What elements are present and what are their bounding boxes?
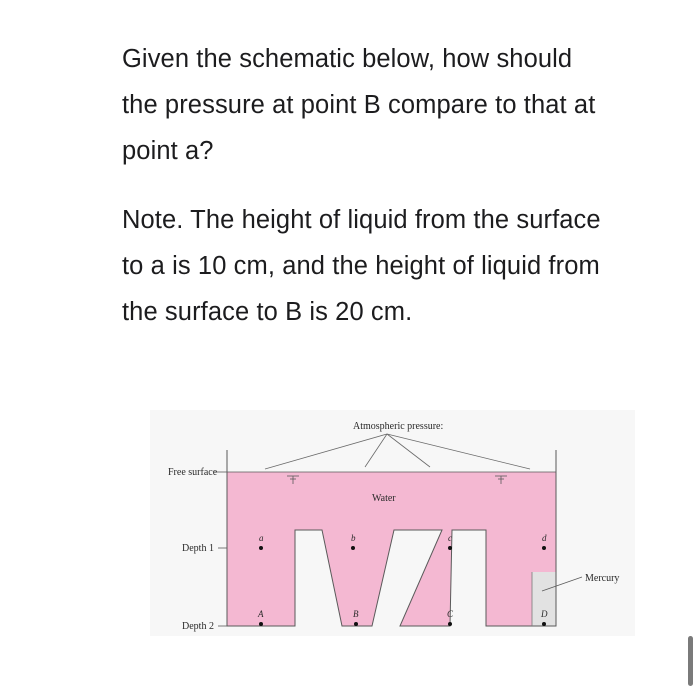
point-A-label: A <box>258 609 264 619</box>
pressure-schematic-figure <box>150 410 635 636</box>
point-c <box>448 533 452 550</box>
atmospheric-pressure-label: Atmospheric pressure: <box>353 421 444 432</box>
point-a-dot <box>259 546 263 550</box>
atmospheric-pressure-lines <box>265 434 530 469</box>
point-D-dot <box>542 622 546 626</box>
point-C-dot <box>448 622 452 626</box>
note-line-1: Note. The height of liquid from the surface <box>122 206 601 234</box>
note-line-2: to a is 10 cm, and the height of liquid from <box>122 252 600 280</box>
free-surface-label: Free surface <box>168 467 218 478</box>
water-label: Water <box>372 493 396 504</box>
point-d-dot <box>542 546 546 550</box>
question-line-1: Given the schematic below, how should <box>122 45 573 73</box>
point-C-label: C <box>447 609 454 619</box>
scrollbar-thumb[interactable] <box>688 636 693 686</box>
depth2-label: Depth 2 <box>182 621 214 632</box>
mercury-label: Mercury <box>585 573 620 584</box>
point-B-dot <box>354 622 358 626</box>
schematic-svg <box>150 410 635 636</box>
point-a-label: a <box>259 533 264 543</box>
point-B-label: B <box>353 609 359 619</box>
point-b-label: b <box>351 533 356 543</box>
note-line-3: the surface to B is 20 cm. <box>122 298 413 326</box>
paragraph-gap <box>122 174 662 197</box>
question-text <box>122 36 662 335</box>
point-b-dot <box>351 546 355 550</box>
point-c-dot <box>448 546 452 550</box>
question-line-3: point a? <box>122 137 214 165</box>
point-d-label: d <box>542 533 547 543</box>
point-A-dot <box>259 622 263 626</box>
point-c-label: c <box>448 533 452 543</box>
question-line-2: the pressure at point B compare to that at <box>122 91 596 119</box>
depth1-label: Depth 1 <box>182 543 214 554</box>
point-D-label: D <box>541 609 548 619</box>
